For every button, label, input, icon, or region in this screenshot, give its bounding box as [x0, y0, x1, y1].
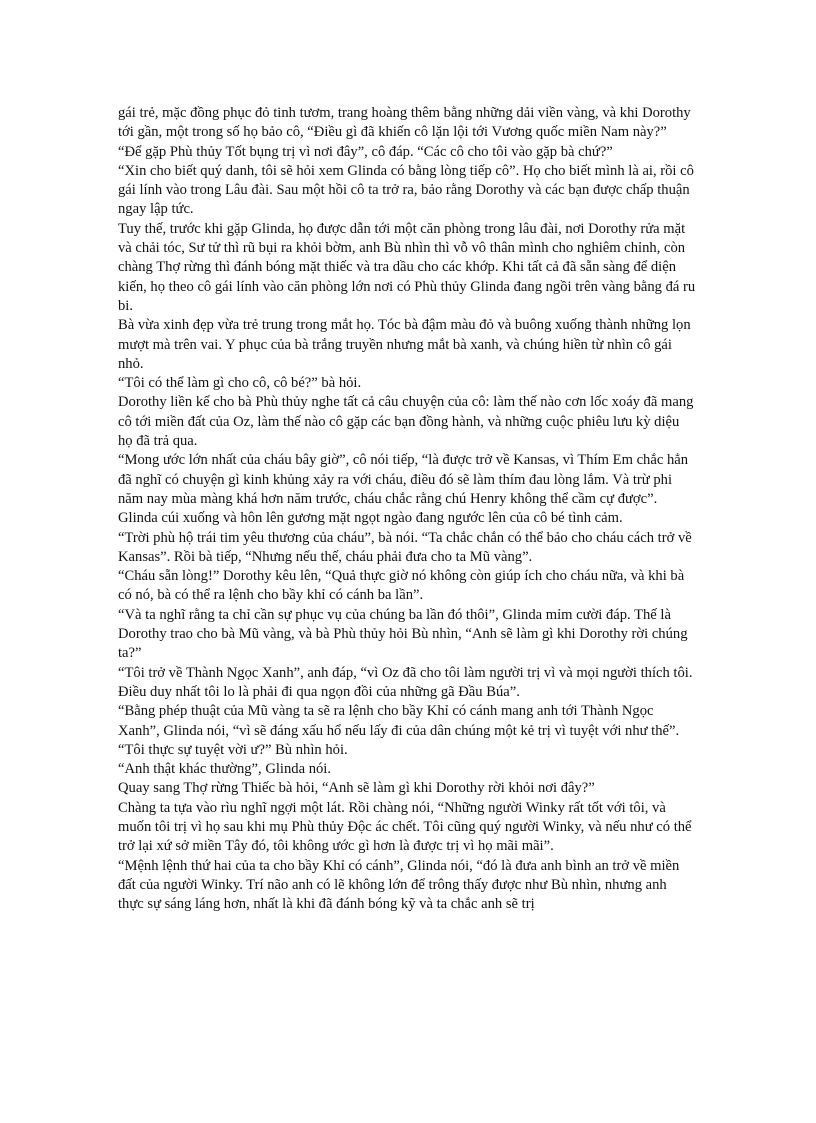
paragraph: “Mệnh lệnh thứ hai của ta cho bầy Khỉ có cánh”, Glinda nói, “đó là đưa anh bình an trở về miền đất của người Winky. Trí não anh có lẽ không lớn để trông thấy được như Bù nhìn, nhưng anh thực sự sáng láng hơn, nhất là khi đã đánh bóng kỹ và ta chắc anh sẽ trị: [118, 857, 680, 913]
paragraph: “Xin cho biết quý danh, tôi sẽ hỏi xem Glinda có bằng lòng tiếp cô”. Họ cho biết mình là ai, rồi cô gái lính vào trong Lâu đài. Sau một hồi cô ta trở ra, bảo rằng Dorothy và các bạn được chấp thuận ngay lập tức.: [118, 162, 694, 218]
paragraph: “Tôi có thể làm gì cho cô, cô bé?” bà hỏi.: [118, 375, 362, 392]
paragraph: gái trẻ, mặc đồng phục đỏ tinh tươm, trang hoàng thêm bằng những dải viền vàng, và khi Dorothy tới gần, một trong số họ bảo cô, “Điều gì đã khiến cô lặn lội tới Vương quốc miền Nam này?”: [118, 105, 691, 141]
paragraph: Quay sang Thợ rừng Thiếc bà hỏi, “Anh sẽ làm gì khi Dorothy rời khỏi nơi đây?”: [118, 780, 595, 797]
paragraph: Glinda cúi xuống và hôn lên gương mặt ngọt ngào đang ngước lên của cô bé tình cảm.: [118, 510, 623, 527]
paragraph: Tuy thế, trước khi gặp Glinda, họ được dẫn tới một căn phòng trong lâu đài, nơi Dorothy rửa mặt và chải tóc, Sư tử thì rũ bụi ra khỏi bờm, anh Bù nhìn thì vỗ vô thân mình cho nghiêm chỉnh, còn chàng Thợ rừng thì đánh bóng mặt thiếc và tra dầu cho các khớp. Khi tất cả đã sẵn sàng để diện kiến, họ theo cô gái lính vào căn phòng lớn nơi có Phù thủy Glinda đang ngồi trên vàng bằng đá ru bi.: [118, 220, 696, 314]
paragraph: “Tôi trở về Thành Ngọc Xanh”, anh đáp, “vì Oz đã cho tôi làm người trị vì và mọi người thích tôi. Điều duy nhất tôi lo là phải đi qua ngọn đồi của những gã Đầu Búa”.: [118, 664, 693, 700]
paragraph: Bà vừa xinh đẹp vừa trẻ trung trong mắt họ. Tóc bà đậm màu đỏ và buông xuống thành những lọn mượt mà trên vai. Y phục của bà trắng truyền nhưng mắt bà xanh, và chúng hiền từ nhìn cô gái nhỏ.: [118, 317, 691, 372]
paragraph: Chàng ta tựa vào rìu nghĩ ngợi một lát. Rồi chàng nói, “Những người Winky rất tốt với tôi, và muốn tôi trị vì họ sau khi mụ Phù thủy Độc ác chết. Tôi cũng quý người Winky, và nếu như có thể trở lại xứ sở miền Tây đó, tôi không ước gì hơn là được trị vì họ mãi mãi”.: [118, 799, 692, 855]
paragraph: Dorothy liền kể cho bà Phù thủy nghe tất cả câu chuyện của cô: làm thế nào cơn lốc xoáy đã mang cô tới miền đất của Oz, làm thế nào cô gặp các bạn đồng hành, và những cuộc phiêu lưu kỳ diệu họ đã trả qua.: [118, 394, 694, 450]
paragraph: “Và ta nghĩ rằng ta chỉ cần sự phục vụ của chúng ba lần đó thôi”, Glinda mỉm cười đáp. Thế là Dorothy trao cho bà Mũ vàng, và bà Phù thủy hỏi Bù nhìn, “Anh sẽ làm gì khi Dorothy rời chúng ta?”: [118, 606, 688, 662]
paragraph: “Tôi thực sự tuyệt vời ư?” Bù nhìn hỏi.: [118, 741, 348, 758]
paragraph: “Để gặp Phù thủy Tốt bụng trị vì nơi đây”, cô đáp. “Các cô cho tôi vào gặp bà chứ?”: [118, 143, 613, 160]
document-body: [118, 104, 696, 914]
paragraph: “Trời phù hộ trái tim yêu thương của cháu”, bà nói. “Ta chắc chắn có thể bảo cho cháu cách trở về Kansas”. Rồi bà tiếp, “Nhưng nếu thế, cháu phải đưa cho ta Mũ vàng”.: [118, 529, 692, 565]
paragraph: “Bằng phép thuật của Mũ vàng ta sẽ ra lệnh cho bầy Khỉ có cánh mang anh tới Thành Ngọc Xanh”, Glinda nói, “vì sẽ đáng xấu hổ nếu lấy đi của dân chúng một kẻ trị vì tuyệt với như thế”.: [118, 703, 680, 739]
paragraph: “Cháu sẵn lòng!” Dorothy kêu lên, “Quả thực giờ nó không còn giúp ích cho cháu nữa, và khi bà có nó, bà có thể ra lệnh cho bầy khỉ có cánh ba lần”.: [118, 568, 685, 604]
paragraph: “Mong ước lớn nhất của cháu bây giờ”, cô nói tiếp, “là được trở về Kansas, vì Thím Em chắc hẳn đã nghĩ có chuyện gì kinh khủng xảy ra với cháu, điều đó sẽ làm thím đau lòng lắm. Và trừ phi năm nay mùa màng khá hơn năm trước, cháu chắc rằng chú Henry không thể cầm cự được”.: [118, 452, 689, 507]
paragraph: “Anh thật khác thường”, Glinda nói.: [118, 761, 331, 778]
